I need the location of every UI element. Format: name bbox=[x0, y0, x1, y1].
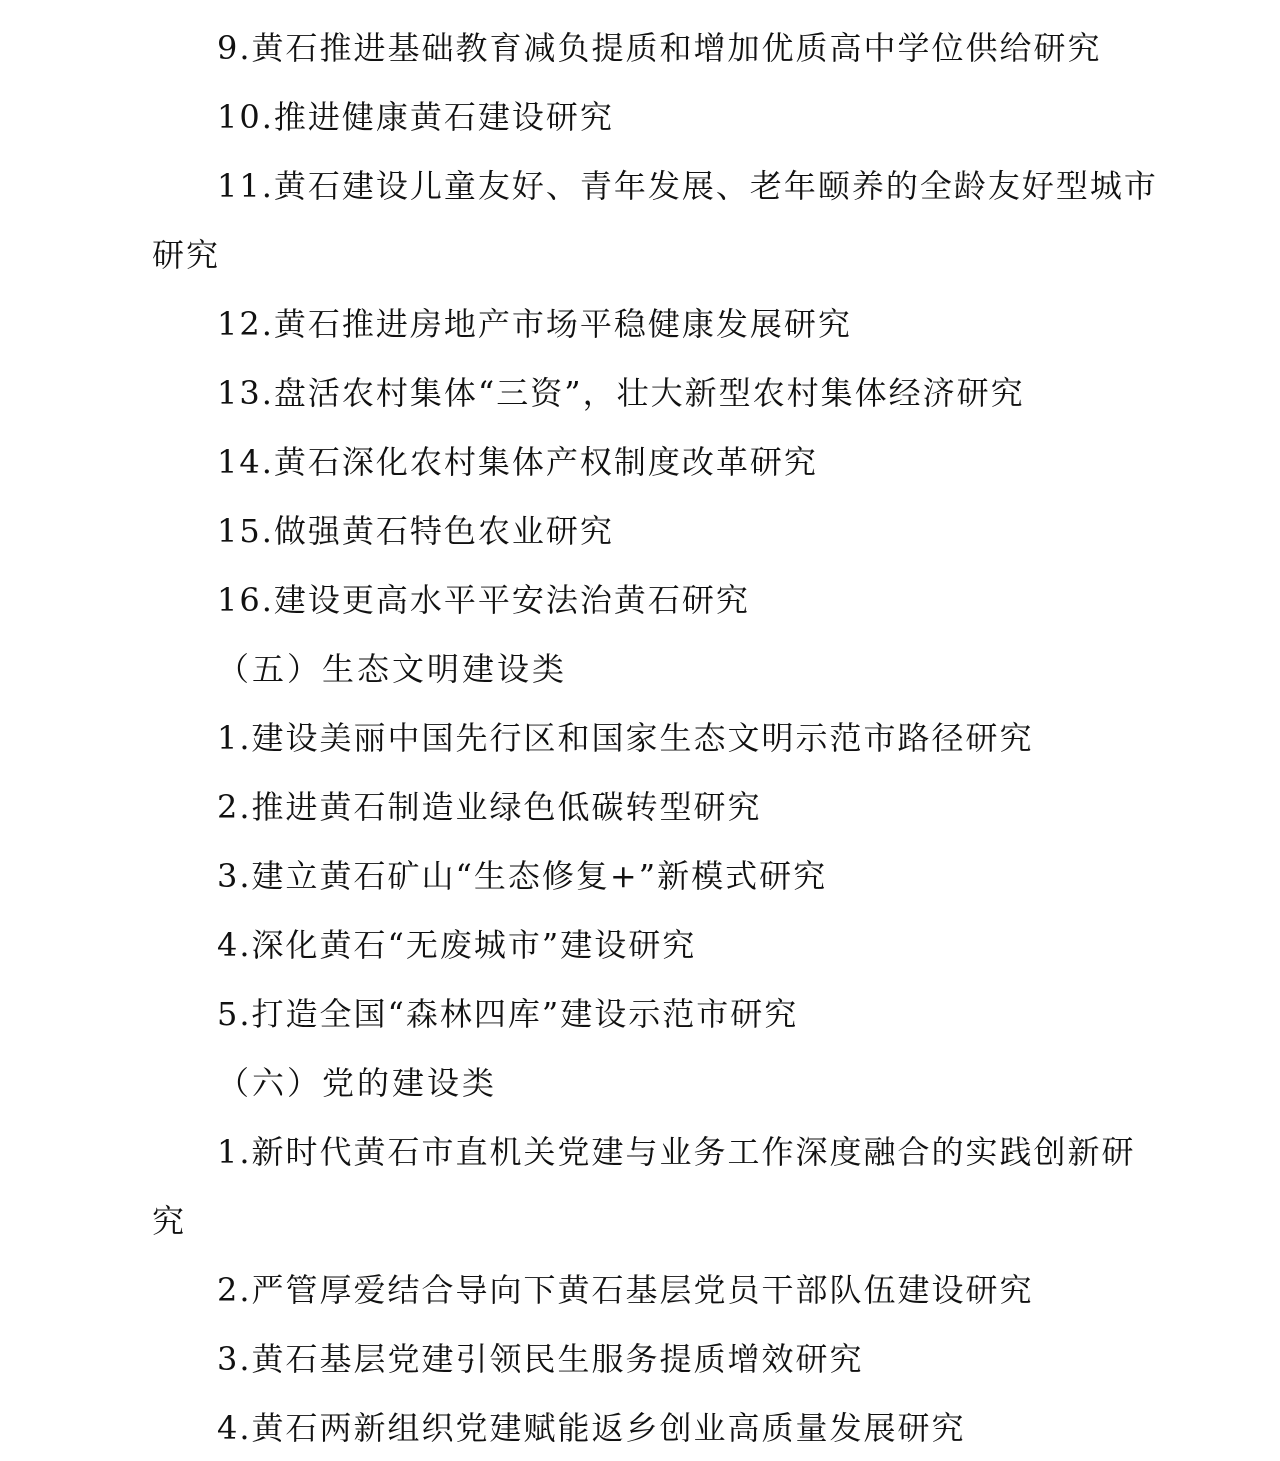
list-item: 13.盘活农村集体“三资”，壮大新型农村集体经济研究 bbox=[217, 374, 1025, 412]
list-item: 2.严管厚爱结合导向下黄石基层党员干部队伍建设研究 bbox=[217, 1271, 1034, 1309]
list-item: 4.深化黄石“无废城市”建设研究 bbox=[217, 926, 697, 964]
list-item: 12.黄石推进房地产市场平稳健康发展研究 bbox=[217, 305, 852, 343]
list-item: 10.推进健康黄石建设研究 bbox=[217, 98, 614, 136]
list-item: 14.黄石深化农村集体产权制度改革研究 bbox=[217, 443, 818, 481]
list-item-continuation: 研究 bbox=[152, 236, 221, 274]
list-item: 4.黄石两新组织党建赋能返乡创业高质量发展研究 bbox=[217, 1409, 966, 1447]
list-item: 16.建设更高水平平安法治黄石研究 bbox=[217, 581, 750, 619]
list-item-continuation: 究 bbox=[152, 1202, 187, 1240]
list-item: 3.黄石基层党建引领民生服务提质增效研究 bbox=[217, 1340, 864, 1378]
section-heading-ecology: （五）生态文明建设类 bbox=[217, 650, 568, 688]
list-item: 1.新时代黄石市直机关党建与业务工作深度融合的实践创新研 bbox=[217, 1133, 1136, 1171]
list-item: 5.打造全国“森林四库”建设示范市研究 bbox=[217, 995, 799, 1033]
section-heading-party-building: （六）党的建设类 bbox=[217, 1064, 498, 1102]
list-item: 15.做强黄石特色农业研究 bbox=[217, 512, 614, 550]
list-item: 1.建设美丽中国先行区和国家生态文明示范市路径研究 bbox=[217, 719, 1034, 757]
list-item: 2.推进黄石制造业绿色低碳转型研究 bbox=[217, 788, 762, 826]
list-item: 3.建立黄石矿山“生态修复+”新模式研究 bbox=[217, 857, 828, 895]
list-item: 11.黄石建设儿童友好、青年发展、老年颐养的全龄友好型城市 bbox=[217, 167, 1158, 205]
list-item: 9.黄石推进基础教育减负提质和增加优质高中学位供给研究 bbox=[217, 29, 1102, 67]
